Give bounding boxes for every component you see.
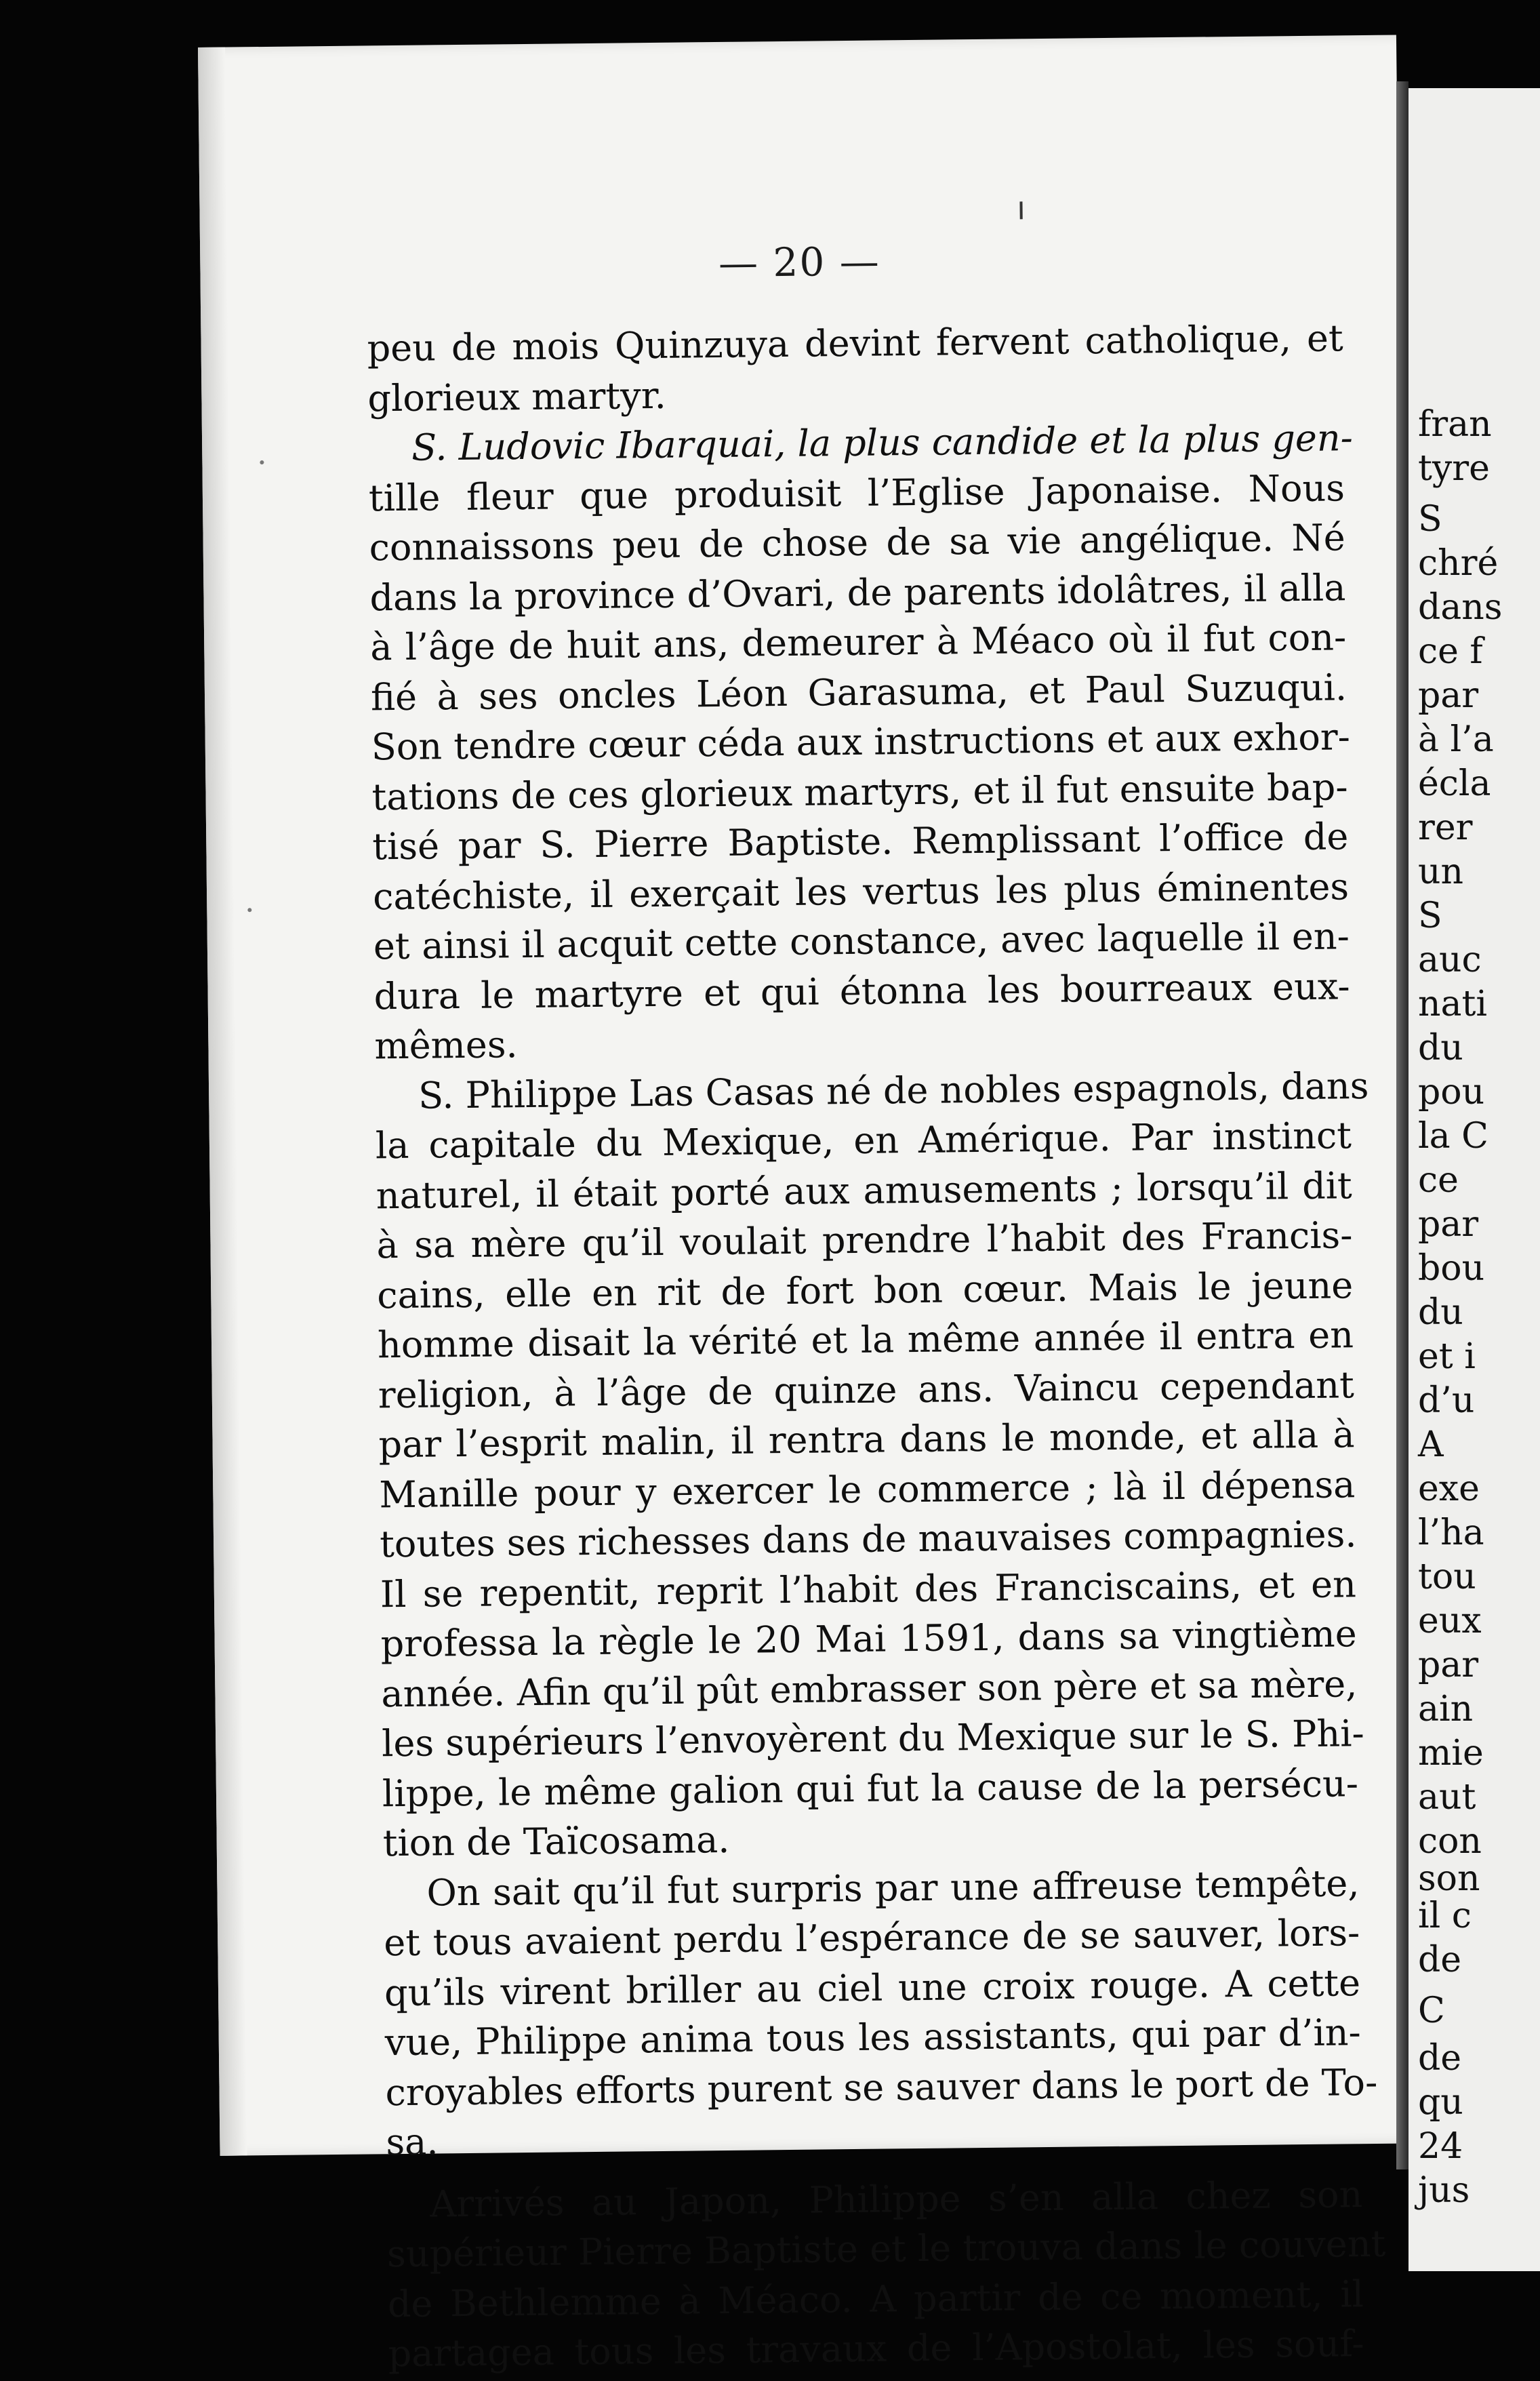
fragment: eux xyxy=(1418,1601,1482,1641)
text-line: de Bethlemme à Méaco. A partir de ce moment, il xyxy=(387,2272,1364,2325)
fragment: con xyxy=(1418,1821,1482,1862)
fragment: par xyxy=(1418,675,1479,716)
text-line: connaissons peu de chose de sa vie angélique. Né xyxy=(369,516,1345,569)
fragment: la C xyxy=(1418,1116,1488,1157)
text-line: mêmes. xyxy=(374,1023,518,1068)
text-line: tisé par S. Pierre Baptiste. Remplissant l’office de xyxy=(372,815,1349,868)
fragment: et i xyxy=(1418,1336,1476,1377)
fragment: pou xyxy=(1418,1072,1485,1113)
fragment: ce xyxy=(1418,1160,1459,1201)
fragment: aut xyxy=(1418,1777,1476,1818)
fragment: dans xyxy=(1418,587,1503,628)
text-line: tion de Taïcosama. xyxy=(382,1818,730,1865)
text-line: homme disait la vérité et la même année il entra en xyxy=(377,1313,1354,1367)
text-line: tille fleur que produisit l’Eglise Japonaise. Nous xyxy=(368,466,1345,519)
paragraph-philippe xyxy=(375,1061,1369,1868)
text-line: peu de mois Quinzuya devint fervent catholique, et xyxy=(367,317,1343,370)
text-line: professa la règle le 20 Mai 1591, dans sa vingtième xyxy=(380,1612,1357,1666)
fragment: écla xyxy=(1418,763,1491,804)
fragment: un xyxy=(1418,852,1463,892)
fragment: A xyxy=(1418,1424,1444,1465)
book-gutter xyxy=(1396,81,1409,2169)
fragment: ce f xyxy=(1418,631,1483,672)
fragment: l’ha xyxy=(1418,1513,1484,1553)
text-line: et tous avaient perdu l’espérance de se sauver, lors- xyxy=(383,1911,1360,1965)
paragraph-ludovic xyxy=(368,413,1354,1071)
fragment: chré xyxy=(1418,543,1499,584)
text-line: qu’ils virent briller au ciel une croix rouge. A cette xyxy=(384,1961,1361,2014)
fragment: mie xyxy=(1418,1733,1484,1774)
text-line: Manille pour y exercer le commerce ; là il dépensa xyxy=(379,1462,1356,1516)
fragment: du xyxy=(1418,1028,1463,1068)
fragment: du xyxy=(1418,1292,1463,1333)
text-line: fié à ses oncles Léon Garasuma, et Paul Suzuqui. xyxy=(370,665,1348,719)
paragraph-quinzuya xyxy=(367,313,1343,423)
text-line: la capitale du Mexique, en Amérique. Par instinct xyxy=(375,1114,1352,1167)
fragment: il c xyxy=(1418,1896,1472,1936)
book-page xyxy=(198,35,1418,2376)
text-line: dura le martyre et qui étonna les bourreaux eux- xyxy=(373,964,1350,1018)
fragment: son xyxy=(1418,1858,1480,1899)
paragraph-japan xyxy=(386,2169,1386,2379)
page-edge-shadow xyxy=(198,47,247,2156)
paper-speck xyxy=(247,908,251,912)
body-text xyxy=(367,313,1386,2378)
text-line: Son tendre cœur céda aux instructions et aux exhor- xyxy=(371,715,1351,769)
fragment: nati xyxy=(1418,984,1488,1024)
text-line: glorieux martyr. xyxy=(367,374,667,420)
text-line: religion, à l’âge de quinze ans. Vaincu cependant xyxy=(378,1363,1355,1416)
text-line: Il se repentit, reprit l’habit des Franciscains, et en xyxy=(380,1562,1357,1616)
text-line: lippe, le même galion qui fut la cause de la persécu- xyxy=(382,1761,1359,1815)
fragment: auc xyxy=(1418,940,1482,980)
text-line: toutes ses richesses dans de mauvaises compagnies. xyxy=(379,1513,1357,1566)
fragment: à l’a xyxy=(1418,719,1494,760)
fragment: de xyxy=(1418,2038,1462,2079)
next-page-edge xyxy=(1409,88,1540,2271)
paper-speck xyxy=(260,460,264,464)
fragment: 24 xyxy=(1418,2126,1463,2167)
text-line-philippe-start: S. Philippe Las Casas né de nobles espagnols, dans xyxy=(418,1064,1369,1117)
ink-mark xyxy=(1019,201,1022,219)
text-line: et ainsi il acquit cette constance, avec laquelle il en- xyxy=(373,915,1350,968)
page-number: — 20 — xyxy=(718,238,881,286)
fragment: S xyxy=(1418,896,1442,936)
text-line: vue, Philippe anima tous les assistants, qui par d’in- xyxy=(384,2011,1362,2064)
fragment: tou xyxy=(1418,1557,1476,1597)
fragment: jus xyxy=(1418,2170,1470,2211)
text-line: croyables efforts purent se sauver dans le port de To- xyxy=(385,2060,1378,2114)
fragment: tyre xyxy=(1418,448,1490,489)
fragment: C xyxy=(1418,1990,1445,2031)
text-line: partagea tous les travaux de l’Apostolat, les souf- xyxy=(388,2322,1364,2376)
text-line: année. Afin qu’il pût embrasser son père et sa mère, xyxy=(381,1662,1358,1715)
fragment: de xyxy=(1418,1940,1462,1980)
paragraph-tempest xyxy=(383,1858,1378,2167)
text-line: sa. xyxy=(386,2120,439,2164)
text-line: naturel, il était porté aux amusements ; lorsqu’il dit xyxy=(376,1163,1352,1217)
text-line: les supérieurs l’envoyèrent du Mexique sur le S. Phi- xyxy=(381,1712,1365,1765)
text-line: cains, elle en rit de fort bon cœur. Mais le jeune xyxy=(376,1263,1354,1317)
text-line: dans la province d’Ovari, de parents idolâtres, il alla xyxy=(369,565,1346,619)
fragment: bou xyxy=(1418,1248,1485,1289)
text-line: catéchiste, il exerçait les vertus les plus éminentes xyxy=(372,864,1350,918)
fragment: ain xyxy=(1418,1689,1474,1729)
text-line: Arrivés au Japon, Philippe s’en alla chez son xyxy=(429,2172,1363,2226)
fragment: exe xyxy=(1418,1468,1480,1509)
fragment: qu xyxy=(1418,2082,1463,2123)
text-line: par l’esprit malin, il rentra dans le monde, et alla à xyxy=(378,1413,1355,1466)
text-line: à sa mère qu’il voulait prendre l’habit des Francis- xyxy=(376,1214,1353,1267)
fragment: S xyxy=(1418,499,1442,540)
fragment: fran xyxy=(1418,404,1492,445)
fragment: rer xyxy=(1418,807,1473,848)
text-line: tations de ces glorieux martyrs, et il fut ensuite bap- xyxy=(371,765,1348,818)
saint-name: S. Ludovic Ibarquai, la plus candide et la plus gen- xyxy=(411,416,1354,469)
fragment: par xyxy=(1418,1645,1479,1685)
text-line: On sait qu’il fut surpris par une affreuse tempête, xyxy=(426,1861,1360,1915)
text-line: à l’âge de huit ans, demeurer à Méaco où il fut con- xyxy=(369,616,1347,669)
fragment: par xyxy=(1418,1204,1479,1245)
fragment: d’u xyxy=(1418,1380,1475,1421)
text-line: supérieur Pierre Baptiste et le trouva dans le couvent xyxy=(386,2222,1386,2276)
